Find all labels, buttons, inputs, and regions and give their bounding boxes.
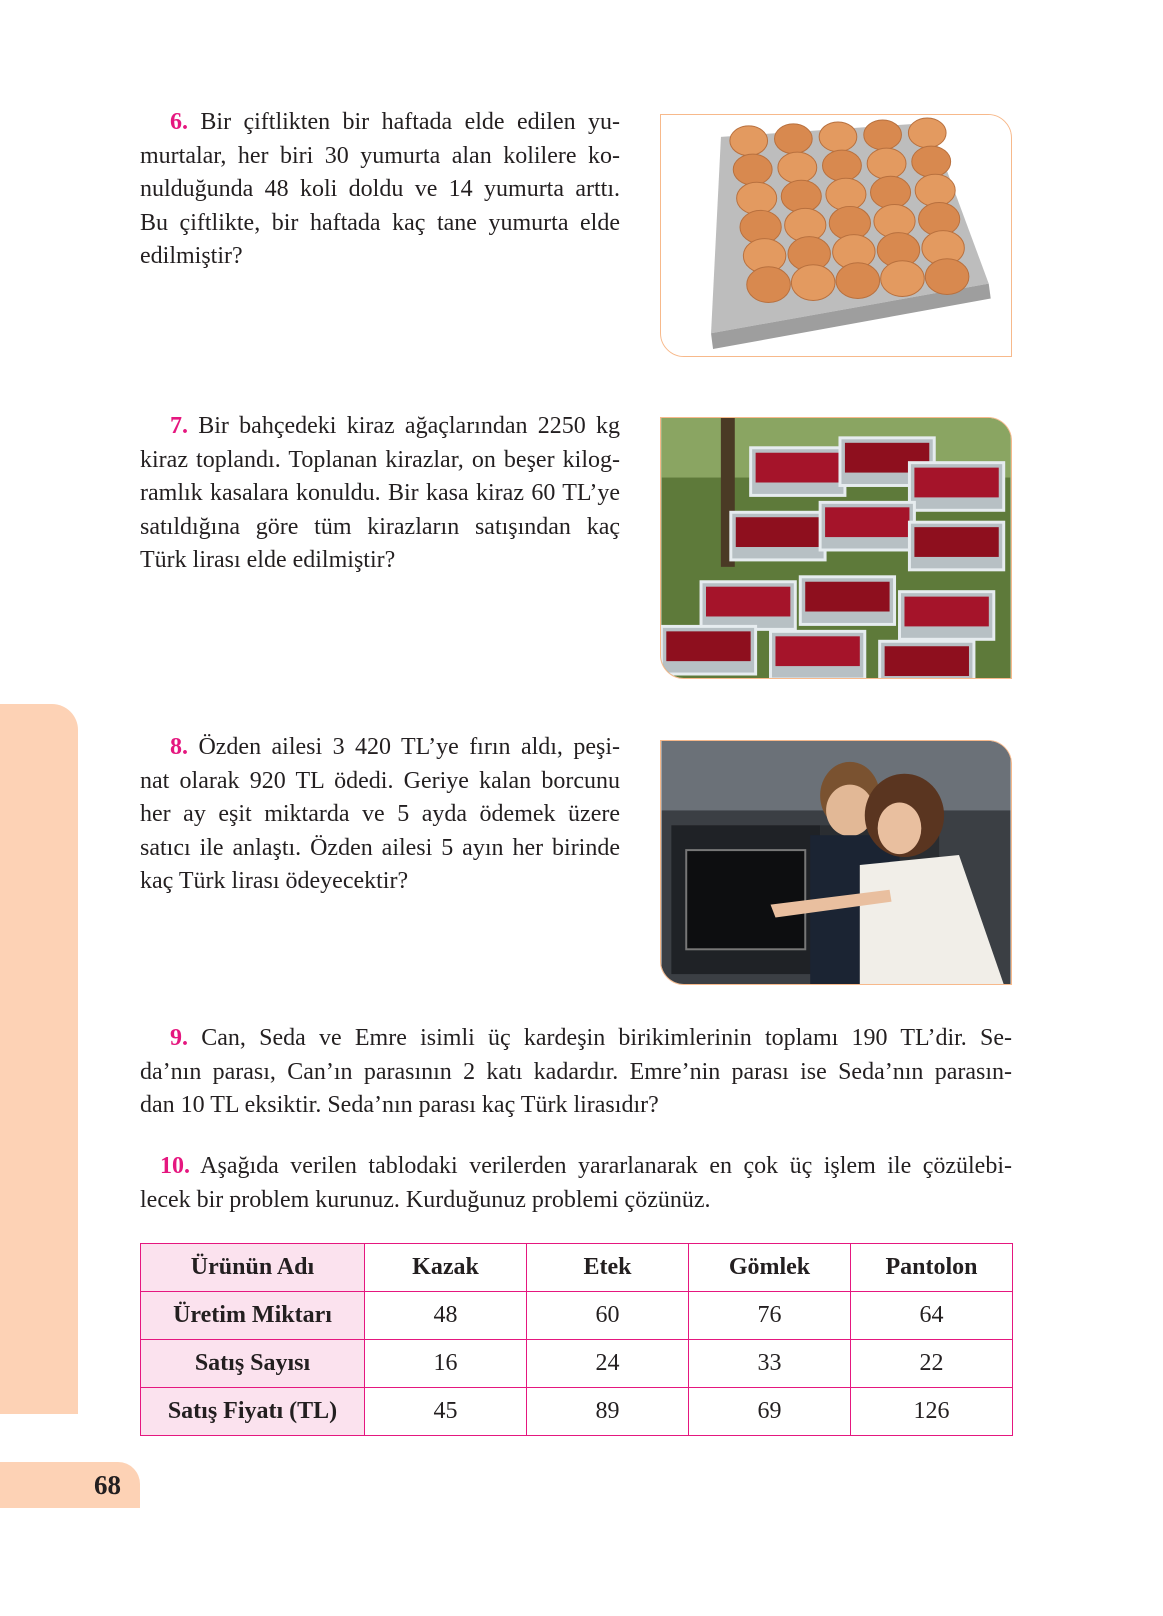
problem-line: Bir bahçedeki kiraz ağaçlarından 2250 kg bbox=[198, 413, 620, 439]
egg bbox=[826, 178, 866, 210]
problem-line: Can, Seda ve Emre isimli üç kardeşin birikimlerinin toplamı 190 TL’dir. Se- bbox=[201, 1025, 1012, 1051]
egg bbox=[864, 120, 902, 150]
oven-shopping-illustration bbox=[661, 741, 1011, 984]
egg bbox=[823, 150, 862, 181]
problem-number: 7. bbox=[170, 413, 188, 439]
table-header-cell: Kazak bbox=[365, 1244, 527, 1292]
table-cell: 24 bbox=[527, 1340, 689, 1388]
row-label: Üretim Miktarı bbox=[141, 1292, 365, 1340]
cherry-crate bbox=[701, 582, 795, 630]
cherry-crate bbox=[880, 641, 974, 678]
egg bbox=[781, 180, 821, 212]
problem-number: 6. bbox=[170, 109, 188, 135]
cherry-crate bbox=[820, 502, 914, 550]
table-cell: 60 bbox=[527, 1292, 689, 1340]
problem-line: Türk lirası elde edilmiştir? bbox=[140, 547, 396, 573]
problem-line: murtalar, her biri 30 yumurta alan kolilere ko- bbox=[140, 142, 620, 169]
egg bbox=[730, 126, 768, 156]
egg bbox=[733, 154, 772, 185]
table-header-cell: Gömlek bbox=[689, 1244, 851, 1292]
problem-number: 10. bbox=[160, 1153, 190, 1179]
problem-line: dan 10 TL eksiktir. Seda’nın parası kaç Türk lirasıdır? bbox=[140, 1092, 659, 1118]
problem-8 bbox=[140, 731, 620, 899]
table-cell: 76 bbox=[689, 1292, 851, 1340]
page-number: 68 bbox=[94, 1470, 121, 1500]
problem-line: edilmiştir? bbox=[140, 243, 243, 269]
cherry-crate bbox=[900, 592, 994, 640]
egg bbox=[908, 118, 946, 148]
table-header-row bbox=[141, 1244, 1013, 1292]
table-cell: 45 bbox=[365, 1388, 527, 1436]
egg bbox=[737, 182, 777, 214]
problem-line: kiraz toplandı. Toplanan kirazlar, on beşer kilog- bbox=[140, 446, 620, 473]
table-header-cell: Pantolon bbox=[851, 1244, 1013, 1292]
problem-6 bbox=[140, 106, 620, 274]
problem-line: Aşağıda verilen tablodaki verilerden yararlanarak en çok üç işlem ile çözülebi- bbox=[200, 1153, 1012, 1179]
table-cell: 126 bbox=[851, 1388, 1013, 1436]
problem-9 bbox=[140, 1022, 1012, 1123]
problem-line: her ay eşit miktarda ve 5 ayda ödemek üzere bbox=[140, 801, 620, 827]
problem-number: 8. bbox=[170, 734, 188, 760]
table-row bbox=[141, 1340, 1013, 1388]
problem-number: 9. bbox=[170, 1025, 188, 1051]
egg bbox=[819, 122, 857, 152]
row-label: Satış Fiyatı (TL) bbox=[141, 1388, 365, 1436]
problem-line: nat olarak 920 TL ödedi. Geriye kalan borcunu bbox=[140, 767, 620, 794]
egg-tray-illustration bbox=[661, 115, 1011, 356]
problem-line: Özden ailesi 3 420 TL’ye fırın aldı, peşi- bbox=[198, 734, 621, 760]
cherry-crate bbox=[661, 626, 755, 674]
cherry-crates-photo bbox=[660, 417, 1012, 679]
table-cell: 89 bbox=[527, 1388, 689, 1436]
row-label: Satış Sayısı bbox=[141, 1340, 365, 1388]
problem-line: Bir çiftlikten bir haftada elde edilen yu- bbox=[200, 109, 621, 135]
table-cell: 33 bbox=[689, 1340, 851, 1388]
egg bbox=[881, 261, 925, 297]
egg bbox=[836, 263, 880, 299]
table-cell: 69 bbox=[689, 1388, 851, 1436]
oven-shopping-photo bbox=[660, 740, 1012, 985]
cherry-crate bbox=[800, 577, 894, 625]
cherry-crate bbox=[909, 522, 1003, 570]
egg bbox=[915, 174, 955, 206]
product-data-table bbox=[140, 1243, 1013, 1436]
egg bbox=[791, 265, 835, 301]
egg bbox=[747, 267, 791, 303]
cherry-crate bbox=[909, 463, 1003, 511]
egg bbox=[867, 148, 906, 179]
problem-line: ramlık kasalara konuldu. Bir kasa kiraz 60 TL’ye bbox=[140, 480, 620, 506]
problem-line: nulduğunda 48 koli doldu ve 14 yumurta arttı. bbox=[140, 176, 620, 202]
problem-line: da’nın parası, Can’ın parasının 2 katı kadardır. Emre’nin parası ise Seda’nın parasın- bbox=[140, 1058, 1012, 1085]
problem-line: Bu çiftlikte, bir haftada kaç tane yumurta elde bbox=[140, 209, 620, 236]
table-cell: 64 bbox=[851, 1292, 1013, 1340]
table-cell: 16 bbox=[365, 1340, 527, 1388]
egg bbox=[925, 259, 969, 295]
problem-7 bbox=[140, 410, 620, 578]
cherry-crate bbox=[771, 631, 865, 678]
cherry-crate bbox=[731, 512, 825, 560]
egg bbox=[775, 124, 813, 154]
egg-tray-photo bbox=[660, 114, 1012, 357]
table-row bbox=[141, 1388, 1013, 1436]
table-header-cell: Etek bbox=[527, 1244, 689, 1292]
cherry-crate bbox=[751, 448, 845, 496]
cherry-crates-illustration bbox=[661, 418, 1011, 678]
problem-line: lecek bir problem kurunuz. Kurduğunuz problemi çözünüz. bbox=[140, 1186, 711, 1213]
problem-line: satıldığına göre tüm kirazların satışından kaç bbox=[140, 513, 620, 540]
table-cell: 22 bbox=[851, 1340, 1013, 1388]
problem-10 bbox=[140, 1150, 1012, 1217]
table-header-cell: Ürünün Adı bbox=[141, 1244, 365, 1292]
side-tab-decoration bbox=[0, 704, 78, 1414]
table-row bbox=[141, 1292, 1013, 1340]
problem-line: satıcı ile anlaştı. Özden ailesi 5 ayın her birinde bbox=[140, 834, 620, 861]
table-cell: 48 bbox=[365, 1292, 527, 1340]
egg bbox=[912, 146, 951, 177]
problem-line: kaç Türk lirası ödeyecektir? bbox=[140, 868, 409, 894]
egg bbox=[778, 152, 817, 183]
egg bbox=[871, 176, 911, 208]
